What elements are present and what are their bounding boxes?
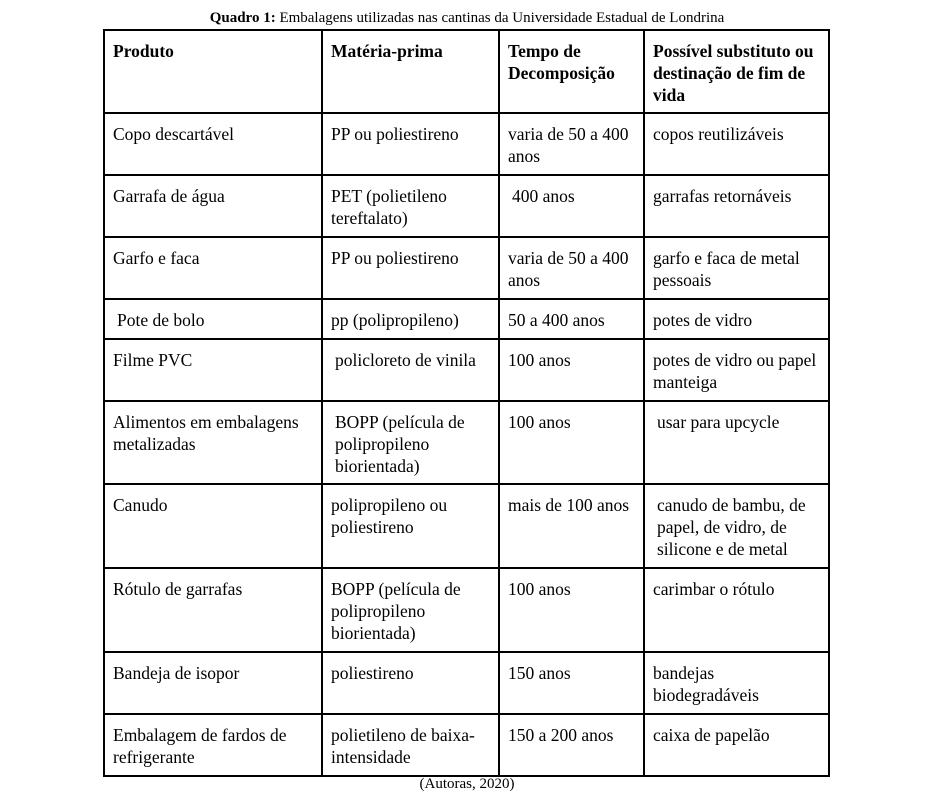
cell-tempo: mais de 100 anos	[499, 484, 644, 568]
cell-tempo: 150 a 200 anos	[499, 714, 644, 776]
cell-substituto: copos reutilizáveis	[644, 113, 829, 175]
cell-produto: Canudo	[104, 484, 322, 568]
cell-produto: Filme PVC	[104, 339, 322, 401]
table-row	[104, 401, 829, 484]
table-row	[104, 237, 829, 299]
cell-tempo: 400 anos	[499, 175, 644, 237]
cell-produto: Rótulo de garrafas	[104, 568, 322, 652]
table-row	[104, 339, 829, 401]
cell-produto: Garfo e faca	[104, 237, 322, 299]
cell-materia-prima: polipropileno ou poliestireno	[322, 484, 499, 568]
header-produto: Produto	[104, 30, 322, 113]
cell-substituto: usar para upcycle	[644, 401, 829, 484]
cell-tempo: 100 anos	[499, 568, 644, 652]
cell-substituto: potes de vidro ou papel manteiga	[644, 339, 829, 401]
cell-produto: Alimentos em embalagens metalizadas	[104, 401, 322, 484]
cell-produto: Copo descartável	[104, 113, 322, 175]
cell-produto: Bandeja de isopor	[104, 652, 322, 714]
cell-tempo: 100 anos	[499, 401, 644, 484]
cell-materia-prima: pp (polipropileno)	[322, 299, 499, 339]
cell-materia-prima: PP ou poliestireno	[322, 237, 499, 299]
cell-produto: Garrafa de água	[104, 175, 322, 237]
cell-tempo: varia de 50 a 400 anos	[499, 113, 644, 175]
table-row	[104, 299, 829, 339]
cell-tempo: varia de 50 a 400 anos	[499, 237, 644, 299]
table-row	[104, 484, 829, 568]
cell-materia-prima: PET (polietileno tereftalato)	[322, 175, 499, 237]
cell-materia-prima: policloreto de vinila	[322, 339, 499, 401]
cell-materia-prima: polietileno de baixa-intensidade	[322, 714, 499, 776]
cell-substituto: bandejas biodegradáveis	[644, 652, 829, 714]
table-row	[104, 714, 829, 776]
cell-substituto: garfo e faca de metal pessoais	[644, 237, 829, 299]
packaging-table	[103, 29, 830, 777]
cell-substituto: caixa de papelão	[644, 714, 829, 776]
cell-materia-prima: BOPP (película de polipropileno biorientada)	[322, 568, 499, 652]
header-tempo-decomposicao: Tempo de Decomposição	[499, 30, 644, 113]
table-row	[104, 175, 829, 237]
cell-substituto: garrafas retornáveis	[644, 175, 829, 237]
cell-tempo: 50 a 400 anos	[499, 299, 644, 339]
cell-tempo: 100 anos	[499, 339, 644, 401]
cell-materia-prima: PP ou poliestireno	[322, 113, 499, 175]
cell-substituto: carimbar o rótulo	[644, 568, 829, 652]
header-materia-prima: Matéria-prima	[322, 30, 499, 113]
cell-produto: Pote de bolo	[104, 299, 322, 339]
cell-materia-prima: BOPP (película de polipropileno biorientada)	[322, 401, 499, 484]
cell-produto: Embalagem de fardos de refrigerante	[104, 714, 322, 776]
table-row	[104, 113, 829, 175]
cell-tempo: 150 anos	[499, 652, 644, 714]
table-row	[104, 652, 829, 714]
caption-text: Embalagens utilizadas nas cantinas da Universidade Estadual de Londrina	[275, 10, 725, 26]
cell-materia-prima: poliestireno	[322, 652, 499, 714]
cell-substituto: potes de vidro	[644, 299, 829, 339]
caption-label: Quadro 1:	[209, 10, 276, 26]
table-source: (Autoras, 2020)	[419, 776, 515, 792]
table-row	[104, 568, 829, 652]
table-caption	[0, 8, 934, 28]
cell-substituto: canudo de bambu, de papel, de vidro, de silicone e de metal	[644, 484, 829, 568]
table-header-row	[104, 30, 829, 113]
header-substituto: Possível substituto ou destinação de fim de vida	[644, 30, 829, 113]
